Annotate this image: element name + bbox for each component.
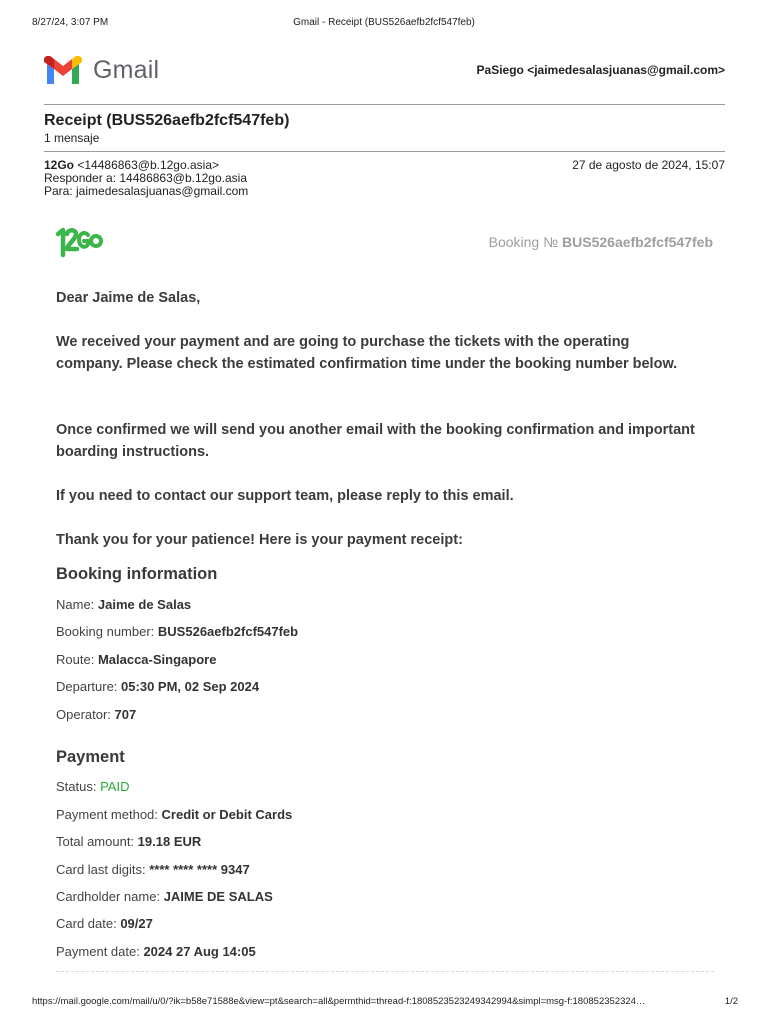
operator-label: Operator: (56, 707, 111, 722)
operator-row (56, 707, 136, 722)
payment-method-label: Payment method: (56, 807, 158, 822)
message-date: 27 de agosto de 2024, 15:07 (572, 158, 725, 172)
message-count: 1 mensaje (44, 131, 100, 145)
card-digits-label: Card last digits: (56, 862, 146, 877)
booking-number-row (56, 624, 298, 639)
payment-date-value: 2024 27 Aug 14:05 (143, 944, 256, 959)
gmail-wordmark: Gmail (93, 55, 160, 84)
departure-row (56, 679, 259, 694)
booking-number-header (489, 234, 713, 250)
booking-name-row (56, 597, 191, 612)
paragraph-thanks: Thank you for your patience! Here is your payment receipt: (56, 532, 463, 548)
status-row (56, 779, 129, 794)
cardholder-value: JAIME DE SALAS (163, 889, 273, 904)
payment-date-row (56, 944, 256, 959)
greeting: Dear Jaime de Salas, (56, 290, 201, 306)
status-label: Status: (56, 779, 97, 794)
account-label: PaSiego <jaimedesalasjuanas@gmail.com> (476, 63, 725, 77)
print-title: Gmail - Receipt (BUS526aefb2fcf547feb) (293, 17, 475, 28)
card-date-row (56, 916, 153, 931)
card-digits-row (56, 862, 250, 877)
cardholder-label: Cardholder name: (56, 889, 161, 904)
cardholder-row (56, 889, 273, 904)
total-amount-value: 19.18 EUR (137, 834, 202, 849)
gmail-logo (44, 56, 159, 84)
gmail-m-icon (44, 56, 82, 84)
departure-label: Departure: (56, 679, 118, 694)
print-datetime: 8/27/24, 3:07 PM (32, 17, 109, 28)
sender-name: 12Go (44, 158, 75, 172)
reply-to: Responder a: 14486863@b.12go.asia (44, 171, 248, 185)
name-label: Name: (56, 597, 95, 612)
booking-number-row-value: BUS526aefb2fcf547feb (157, 624, 299, 639)
12go-logo (55, 225, 103, 264)
route-value: Malacca-Singapore (97, 652, 217, 667)
paragraph-payment-received: We received your payment and are going to purchase the tickets with the operating company. Please check the estimated confirmation time under the booking number below. (56, 334, 678, 372)
booking-number-row-label: Booking number: (56, 624, 155, 639)
print-header (0, 17, 768, 31)
payment-method-value: Credit or Debit Cards (161, 807, 293, 822)
payment-date-label: Payment date: (56, 944, 140, 959)
section-divider (56, 971, 714, 972)
print-url: https://mail.google.com/mail/u/0/?ik=b58e71588e&view=pt&search=all&permthid=thread-f:1808523523249342994&simpl=msg-f:180852352324… (32, 996, 646, 1007)
total-amount-row (56, 834, 201, 849)
payment-method-row (56, 807, 292, 822)
booking-number-value: BUS526aefb2fcf547feb (562, 234, 713, 250)
card-date-value: 09/27 (120, 916, 153, 931)
paragraph-confirmation: Once confirmed we will send you another email with the booking confirmation and important boarding instructions. (56, 422, 695, 460)
operator-value: 707 (114, 707, 137, 722)
sender-email: <14486863@b.12go.asia> (77, 158, 219, 172)
route-row (56, 652, 216, 667)
divider (44, 104, 725, 105)
recipient: Para: jaimedesalasjuanas@gmail.com (44, 184, 249, 198)
payment-title: Payment (56, 748, 125, 766)
thread-subject: Receipt (BUS526aefb2fcf547feb) (44, 112, 290, 129)
status-badge: PAID (100, 779, 130, 794)
card-digits-value: **** **** **** 9347 (149, 862, 250, 877)
divider (44, 151, 725, 152)
departure-value: 05:30 PM, 02 Sep 2024 (121, 679, 260, 694)
card-date-label: Card date: (56, 916, 117, 931)
booking-number-label: Booking № (488, 234, 559, 250)
page-number: 1/2 (724, 996, 738, 1007)
route-label: Route: (56, 652, 95, 667)
name-value: Jaime de Salas (97, 597, 192, 612)
total-amount-label: Total amount: (56, 834, 135, 849)
paragraph-support: If you need to contact our support team, please reply to this email. (56, 488, 514, 504)
booking-info-title: Booking information (56, 565, 218, 583)
